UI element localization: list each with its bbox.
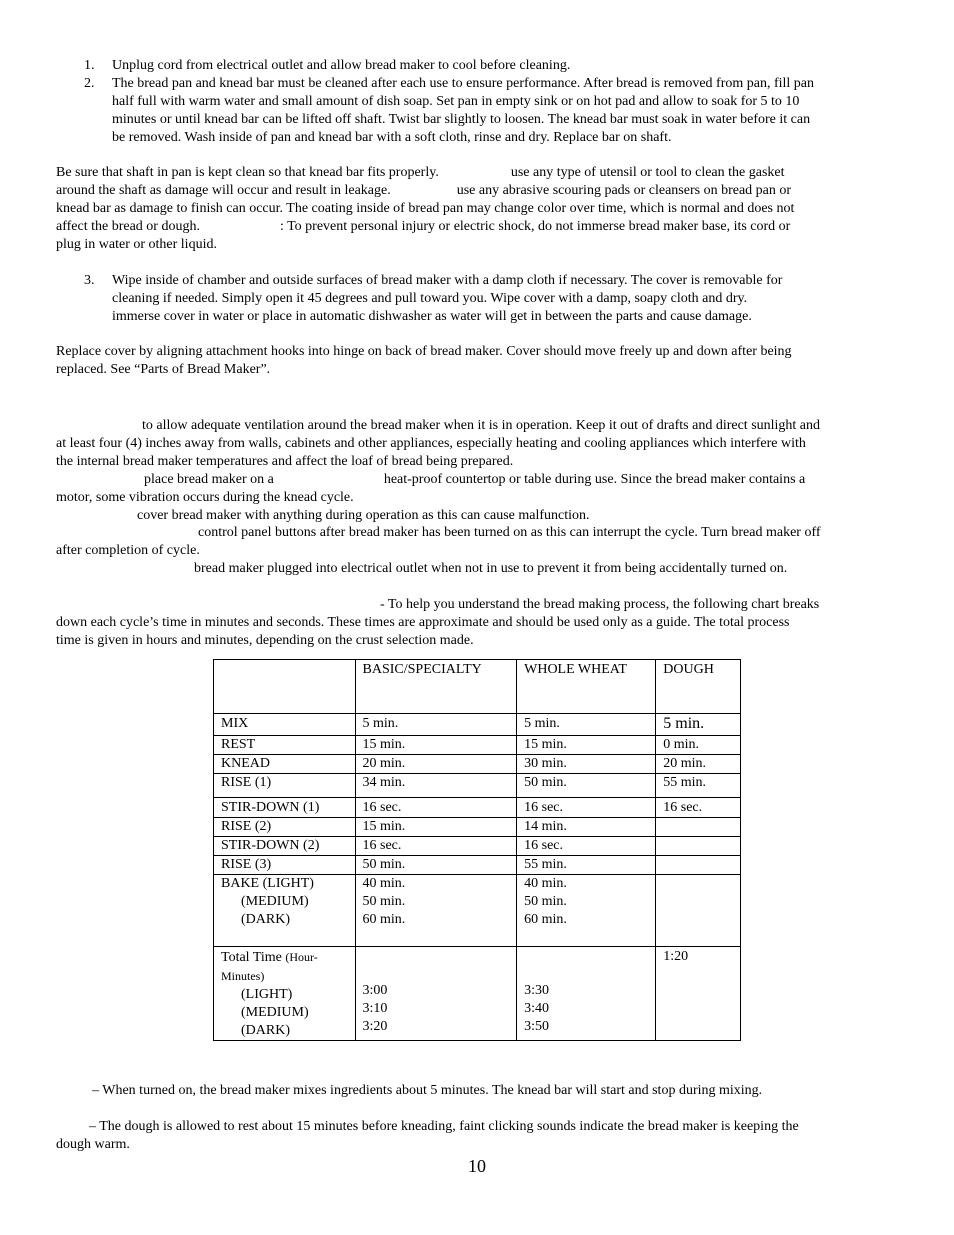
table-header-cell [214,660,356,714]
table-cell: 20 min. [355,755,517,774]
paragraph-line [56,164,901,182]
paragraph-line [56,182,901,200]
table-cell: 16 sec. [355,837,517,856]
table-cell: STIR-DOWN (2) [214,837,356,856]
paragraph-line: cover bread maker with anything during operation as this can cause malfunction. [137,508,590,523]
text-fragment: around the shaft as damage will occur and result in leakage. [56,183,391,198]
text-fragment: : To prevent personal injury or electric shock, do not immerse bread maker base, its cord or [279,219,791,234]
table-header-row [214,660,741,714]
bake-label: (MEDIUM) [241,894,309,909]
table-cell: 55 min. [517,856,656,875]
step-text-line: cleaning if needed. Simply open it 45 degrees and pull toward you. Wipe cover with a damp, soapy cloth and dry. [112,291,748,306]
table-cell: 55 min. [656,774,741,798]
table-row [214,837,741,856]
paragraph-line: the internal bread maker temperatures and affect the loaf of bread being prepared. [56,454,514,469]
total-sublabel: (MEDIUM) [241,1005,309,1020]
table-header-cell: BASIC/SPECIALTY [355,660,517,714]
table-cell: 50 min. [355,856,517,875]
table-cell: RISE (2) [214,818,356,837]
table-cell [656,856,741,875]
table-cell: 5 min. [656,714,741,736]
step-text-line: immerse cover in water or place in automatic dishwasher as water will get in between the parts and cause damage. [112,309,752,324]
total-value: 3:50 [524,1019,550,1034]
paragraph-line: time is given in hours and minutes, depending on the crust selection made. [56,633,474,648]
text-fragment: use any abrasive scouring pads or cleansers on bread pan or [456,183,792,198]
paragraph-line [144,471,805,489]
table-cell [355,947,517,1041]
table-cell: KNEAD [214,755,356,774]
text-fragment: affect the bread or dough. [56,219,200,234]
step-text-line: Wipe inside of chamber and outside surfaces of bread maker with a damp cloth if necessary. The cover is removable for [112,273,783,288]
table-cell: 15 min. [517,736,656,755]
table-cell: 16 sec. [355,798,517,818]
table-row-total [214,947,741,1041]
table-cell: 5 min. [355,714,517,736]
table-cell: STIR-DOWN (1) [214,798,356,818]
table-cell: 50 min. [517,774,656,798]
cycle-times-table [213,659,741,1041]
total-value: 3:30 [524,983,550,998]
paragraph-line: at least four (4) inches away from walls, cabinets and other appliances, especially heating and cooling appliances which interfere with [56,436,806,451]
table-cell: 14 min. [517,818,656,837]
table-cell: 30 min. [517,755,656,774]
total-label: Total Time [221,950,282,965]
table-cell: 15 min. [355,818,517,837]
step-number: 1. [84,58,95,73]
paragraph-line [56,218,901,236]
table-cell [656,875,741,947]
table-row [214,798,741,818]
table-row [214,818,741,837]
table-cell: 16 sec. [656,798,741,818]
table-cell: 16 sec. [517,837,656,856]
step-text-line: be removed. Wash inside of pan and knead bar with a soft cloth, rinse and dry. Replace bar on shaft. [112,130,672,145]
total-value: 3:40 [524,1001,550,1016]
paragraph-line: dough warm. [56,1137,130,1152]
table-row [214,755,741,774]
table-cell: REST [214,736,356,755]
table-row-bake [214,875,741,947]
step-number: 2. [84,76,95,91]
bake-label: (DARK) [241,912,290,927]
table-header-cell: DOUGH [656,660,741,714]
step-text-line: half full with warm water and small amount of dish soap. Set pan in empty sink or on hot pad and allow to soak for 5 to 10 [112,94,800,109]
paragraph-line: control panel buttons after bread maker has been turned on as this can interrupt the cycle. Turn bread maker off [198,525,821,540]
table-row [214,736,741,755]
paragraph-line: replaced. See “Parts of Bread Maker”. [56,362,271,377]
table-cell [517,947,656,1041]
table-cell: 15 min. [355,736,517,755]
total-value: 3:20 [362,1019,388,1034]
text-fragment: heat-proof countertop or table during use. Since the bread maker contains a [383,472,806,487]
page-number: 10 [468,1156,486,1176]
total-label-unit: Minutes) [221,969,265,983]
table-cell: 1:20 [656,947,741,1041]
total-sublabel: (LIGHT) [241,987,293,1002]
bake-value: 50 min. [524,894,567,909]
paragraph-line: Replace cover by aligning attachment hooks into hinge on back of bread maker. Cover should move freely up and down after being [56,344,792,359]
table-header-cell: WHOLE WHEAT [517,660,656,714]
paragraph-line: knead bar as damage to finish can occur. The coating inside of bread pan may change color over time, which is normal and does not [56,201,795,216]
table-cell [355,875,517,947]
table-row [214,774,741,798]
paragraph-line: to allow adequate ventilation around the bread maker when it is in operation. Keep it out of drafts and direct sunlight and [142,418,821,433]
paragraph-line: – The dough is allowed to rest about 15 minutes before kneading, faint clicking sounds indicate the bread maker is keeping the [89,1119,799,1134]
table-cell: 16 sec. [517,798,656,818]
bake-label: BAKE (LIGHT) [221,876,314,891]
table-cell: RISE (3) [214,856,356,875]
paragraph-line: plug in water or other liquid. [56,237,217,252]
bake-value: 40 min. [524,876,567,891]
table-cell: 5 min. [517,714,656,736]
table-cell [214,947,356,1041]
text-fragment: place bread maker on a [144,472,274,487]
step-text-line: minutes or until knead bar can be lifted off shaft. Twist bar slightly to loosen. The knead bar must soak in water before it can [112,112,811,127]
table-cell [517,875,656,947]
table-cell [214,875,356,947]
total-sublabel: (DARK) [241,1023,290,1038]
bake-value: 50 min. [362,894,406,909]
text-fragment: use any type of utensil or tool to clean the gasket [510,165,785,180]
paragraph-line: down each cycle’s time in minutes and seconds. These times are approximate and should be used only as a guide. The total process [56,615,790,630]
bake-value: 40 min. [362,876,406,891]
bake-value: 60 min. [362,912,406,927]
table-cell: 20 min. [656,755,741,774]
step-text: Unplug cord from electrical outlet and allow bread maker to cool before cleaning. [112,58,571,73]
total-value: 3:00 [362,983,388,998]
total-label-unit: (Hour- [285,950,318,964]
bake-value: 60 min. [524,912,567,927]
table-cell [656,818,741,837]
table-cell [656,837,741,856]
table-row [214,856,741,875]
paragraph-line: bread maker plugged into electrical outlet when not in use to prevent it from being accidentally turned on. [194,561,788,576]
paragraph-line: motor, some vibration occurs during the knead cycle. [56,490,354,505]
step-number: 3. [84,273,95,288]
paragraph-line: - To help you understand the bread making process, the following chart breaks [380,597,820,612]
paragraph-line: after completion of cycle. [56,543,200,558]
table-row [214,714,741,736]
table-cell: RISE (1) [214,774,356,798]
step-text-line: The bread pan and knead bar must be cleaned after each use to ensure performance. After bread is removed from pan, fill pan [112,76,815,91]
table-cell: 0 min. [656,736,741,755]
table-cell: MIX [214,714,356,736]
table-cell: 34 min. [355,774,517,798]
paragraph-line: – When turned on, the bread maker mixes ingredients about 5 minutes. The knead bar will start and stop during mixing. [92,1083,763,1098]
text-fragment: Be sure that shaft in pan is kept clean so that knead bar fits properly. [56,165,439,180]
total-value: 3:10 [362,1001,388,1016]
